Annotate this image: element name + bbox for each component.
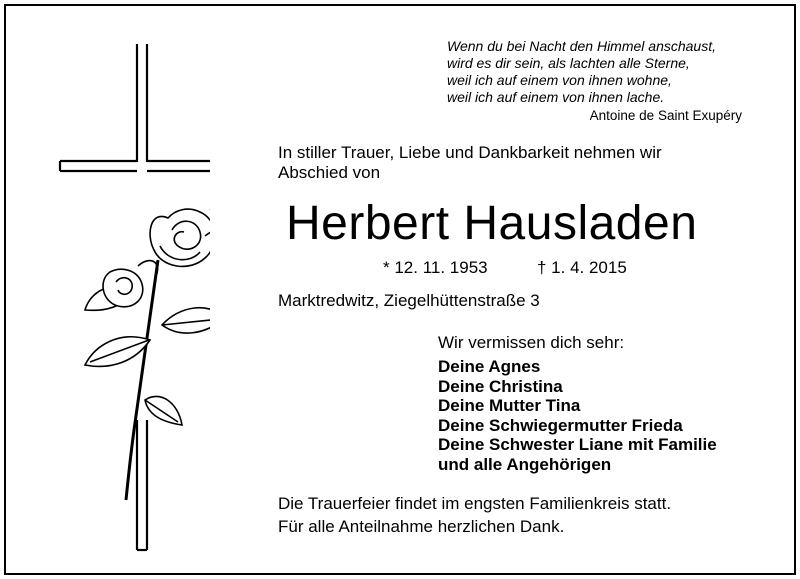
miss-line: Wir vermissen dich sehr:: [438, 333, 625, 352]
footer-line: Für alle Anteilnahme herzlichen Dank.: [278, 517, 565, 536]
mourner-item: und alle Angehörigen: [438, 454, 612, 474]
mourner-item: Deine Christina: [438, 376, 563, 396]
mourner-item: Deine Agnes: [438, 357, 541, 376]
mourner-item: Deine Schwiegermutter Frieda: [438, 415, 683, 435]
address: Marktredwitz, Ziegelhüttenstraße 3: [278, 291, 540, 310]
mourner-item: Deine Mutter Tina: [438, 396, 581, 415]
quote-line: Wenn du bei Nacht den Himmel anschaust,: [447, 38, 716, 54]
quote-line: weil ich auf einem von ihnen wohne,: [447, 72, 672, 88]
deceased-name: Herbert Hausladen: [286, 197, 698, 250]
footer-line: Die Trauerfeier findet im engsten Familienkreis statt.: [278, 494, 672, 513]
mourner-item: Deine Schwester Liane mit Familie: [438, 435, 717, 454]
death-date: † 1. 4. 2015: [537, 258, 627, 277]
mourners-list: [438, 357, 717, 474]
quote-line: weil ich auf einem von ihnen lache.: [447, 89, 665, 105]
quote-author: Antoine de Saint Exupéry: [589, 108, 742, 123]
birth-date: * 12. 11. 1953: [383, 258, 488, 277]
quote-line: wird es dir sein, als lachten alle Sterne,: [447, 55, 690, 71]
cross-rose-artwork: [50, 40, 210, 560]
intro-line: In stiller Trauer, Liebe und Dankbarkeit nehmen wir: [278, 143, 662, 162]
memorial-quote: [447, 38, 747, 106]
intro-line: Abschied von: [278, 163, 381, 182]
intro-text: [278, 143, 738, 183]
footer-text: [278, 492, 671, 538]
